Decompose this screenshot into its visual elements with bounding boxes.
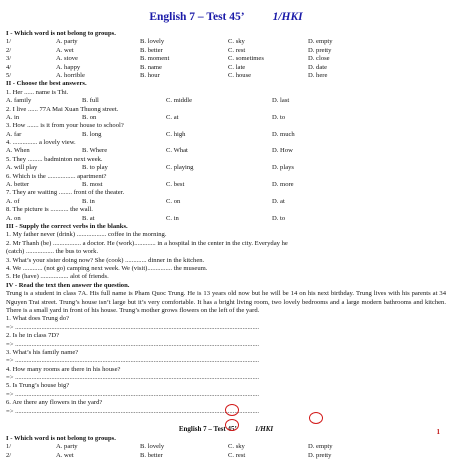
reading-question: 2. Is he in class 7D? — [6, 332, 60, 340]
option-cell: A. on — [6, 214, 21, 222]
repeat-heading: I - Which word is not belong to groups. — [6, 435, 116, 443]
option-cell: A. family — [6, 97, 32, 105]
option-cell: C. best — [166, 181, 185, 189]
option-cell: B. long — [82, 130, 102, 138]
option-cell: B. name — [140, 63, 162, 71]
option-cell: 3/ — [6, 55, 12, 63]
section3-lines — [6, 231, 446, 281]
option-cell: C. house — [228, 71, 252, 79]
reading-question: 4. How many rooms are there in his house? — [6, 365, 121, 373]
option-cell: C. high — [166, 130, 186, 138]
reading-question: 1. What does Trung do? — [6, 315, 70, 323]
reading-paragraph: Trung is a student in class 7A. His full name is Pham Quoc Trung. He is 13 years old now but he will be 14 on his next birthday. Trung lives with his parents at 34 Nguyen Trai street. Trung’s house isn’t large but it’s very comfortable. It has a bright living room, two lovely bedrooms and a large modern bathrooms and kitchen. There is a small yard in front of his house. Trung’s mother grows flowers on the left of the yard. — [6, 290, 446, 314]
verb-exercise-line: 1. My father never (drink) .................. coffee in the morning. — [6, 231, 167, 239]
question-stem: 8. The picture is ........... the wall. — [6, 206, 93, 214]
option-cell: C. on — [166, 197, 181, 205]
word-group-row — [6, 443, 446, 451]
option-cell: B. better — [140, 451, 163, 459]
word-group-row — [6, 64, 446, 72]
verb-exercise-line: 3. What’s your sister doing now? She (cook) ............. dinner in the kitchen. — [6, 256, 205, 264]
option-cell: D. empty — [308, 443, 333, 451]
page-number: 1 — [436, 428, 440, 436]
option-cell: C. rest — [228, 46, 246, 54]
option-cell: D. empty — [308, 38, 333, 46]
answer-options-row — [6, 164, 446, 172]
option-cell: C. sometimes — [228, 55, 264, 63]
option-cell: D. pretty — [308, 451, 332, 459]
section2-questions — [6, 89, 446, 223]
option-cell: A. When — [6, 147, 30, 155]
option-cell: C. playing — [166, 164, 194, 172]
question-stem: 3. How ....... is it from your house to school? — [6, 122, 124, 130]
question-stem: 1. Her ...... name is Thi. — [6, 88, 69, 96]
option-cell: B. better — [140, 46, 163, 54]
option-cell: 5/ — [6, 71, 12, 79]
option-cell: A. better — [6, 181, 30, 189]
option-cell: C. sky — [228, 38, 245, 46]
option-cell: D. much — [272, 130, 295, 138]
option-cell: B. most — [82, 181, 103, 189]
word-group-row — [6, 72, 446, 80]
option-cell: C. What — [166, 147, 188, 155]
answer-options-row — [6, 198, 446, 206]
option-cell: D. close — [308, 55, 330, 63]
option-cell: B. to play — [82, 164, 108, 172]
answer-line: => .................................................................................................................................................... — [6, 357, 260, 365]
question-stem: 5. They ......... badminton next week. — [6, 155, 103, 163]
word-group-row — [6, 452, 446, 460]
option-cell: B. hour — [140, 71, 160, 79]
option-cell: D. date — [308, 63, 328, 71]
option-cell: D. to — [272, 214, 286, 222]
verb-exercise-line: (catch) ................. the bus to work. — [6, 248, 99, 256]
option-cell: D. to — [272, 113, 286, 121]
option-cell: B. at — [82, 214, 95, 222]
option-cell: C. middle — [166, 97, 193, 105]
section1-heading: I - Which word is not belong to groups. — [6, 30, 116, 37]
option-cell: B. full — [82, 97, 99, 105]
option-cell: A. stove — [56, 55, 78, 63]
option-cell: 4/ — [6, 63, 12, 71]
option-cell: A. in — [6, 113, 20, 121]
answer-options-row — [6, 131, 446, 139]
section1-rows — [6, 38, 446, 80]
option-cell: A. horrible — [56, 71, 85, 79]
option-cell: 1/ — [6, 38, 12, 46]
worksheet-content — [6, 30, 446, 460]
word-group-row — [6, 55, 446, 63]
option-cell: D. plays — [272, 164, 294, 172]
question-stem: 2. I live ...... 77A Mai Xuan Thuong street. — [6, 105, 119, 113]
option-cell: A. wet — [56, 46, 74, 54]
answer-mark-circle — [225, 419, 239, 431]
reading-question: 3. What’s his family name? — [6, 348, 79, 356]
option-cell: A. happy — [56, 63, 81, 71]
option-cell: C. at — [166, 113, 179, 121]
option-cell: A. party — [56, 443, 78, 451]
option-cell: D. How — [272, 147, 293, 155]
option-cell: A. of — [6, 197, 20, 205]
section3-heading: III - Supply the correct verbs in the blanks. — [6, 222, 128, 230]
word-group-row — [6, 38, 446, 46]
answer-options-row — [6, 114, 446, 122]
answer-options-row — [6, 215, 446, 223]
option-cell: B. lovely — [140, 38, 165, 46]
verb-exercise-line: 4. We ............ (not go) camping next week. We (visit)............... the museum. — [6, 264, 208, 272]
option-cell: 2/ — [6, 451, 12, 459]
answer-options-row — [6, 97, 446, 105]
answer-mark-circle — [309, 412, 323, 424]
option-cell: D. pretty — [308, 46, 332, 54]
option-cell: C. in — [166, 214, 179, 222]
option-cell: C. sky — [228, 443, 245, 451]
question-stem: 6. Which is the ................. apartment? — [6, 172, 107, 180]
option-cell: B. moment — [140, 55, 170, 63]
option-cell: B. Where — [82, 147, 108, 155]
question-stem: 4. ............... a lovely view. — [6, 139, 76, 147]
option-cell: 1/ — [6, 443, 12, 451]
option-cell: A. will play — [6, 164, 38, 172]
word-group-row — [6, 47, 446, 55]
answer-options-row — [6, 181, 446, 189]
option-cell: B. on — [82, 113, 97, 121]
option-cell: 2/ — [6, 46, 12, 54]
repeat-title-main: English 7 – Test 45’ — [178, 425, 237, 434]
verb-exercise-line: 2. Mr Thanh (be) ................. a doctor. He (work)............. in a hospital in the center in the city. Everyday he — [6, 239, 288, 247]
answer-line: => .................................................................................................................................................... — [6, 323, 260, 331]
option-cell: D. last — [272, 97, 290, 105]
page-title — [0, 11, 452, 23]
answer-line: => .................................................................................................................................................... — [6, 407, 260, 415]
answer-mark-circle — [225, 404, 239, 416]
option-cell: C. rest — [228, 451, 246, 459]
reading-question: 5. Is Trung’s house big? — [6, 382, 70, 390]
title-main: English 7 – Test 45’ — [149, 11, 245, 23]
section2-heading: II - Choose the best answers. — [6, 80, 87, 88]
answer-line: => .................................................................................................................................................... — [6, 390, 260, 398]
option-cell: A. party — [56, 38, 78, 46]
option-cell: A. far — [6, 130, 22, 138]
reading-question: 6. Are there any flowers in the yard? — [6, 399, 103, 407]
option-cell: D. at — [272, 197, 285, 205]
section4-questions — [6, 315, 446, 416]
option-cell: D. more — [272, 181, 294, 189]
verb-exercise-line: 5. He (have) ................. alot of friends. — [6, 273, 109, 281]
option-cell: D. here — [308, 71, 328, 79]
option-cell: B. in — [82, 197, 95, 205]
option-cell: B. lovely — [140, 443, 165, 451]
option-cell: C. late — [228, 63, 246, 71]
answer-line: => .................................................................................................................................................... — [6, 340, 260, 348]
answer-line: => .................................................................................................................................................... — [6, 374, 260, 382]
option-cell: A. wet — [56, 451, 74, 459]
repeat-title-sub: 1/HKI — [254, 425, 274, 434]
question-stem: 7. They are waiting ........ front of the theater. — [6, 189, 125, 197]
answer-options-row — [6, 147, 446, 155]
title-sub: 1/HKI — [272, 11, 303, 23]
section4-heading: IV - Read the text then answer the question. — [6, 281, 130, 289]
